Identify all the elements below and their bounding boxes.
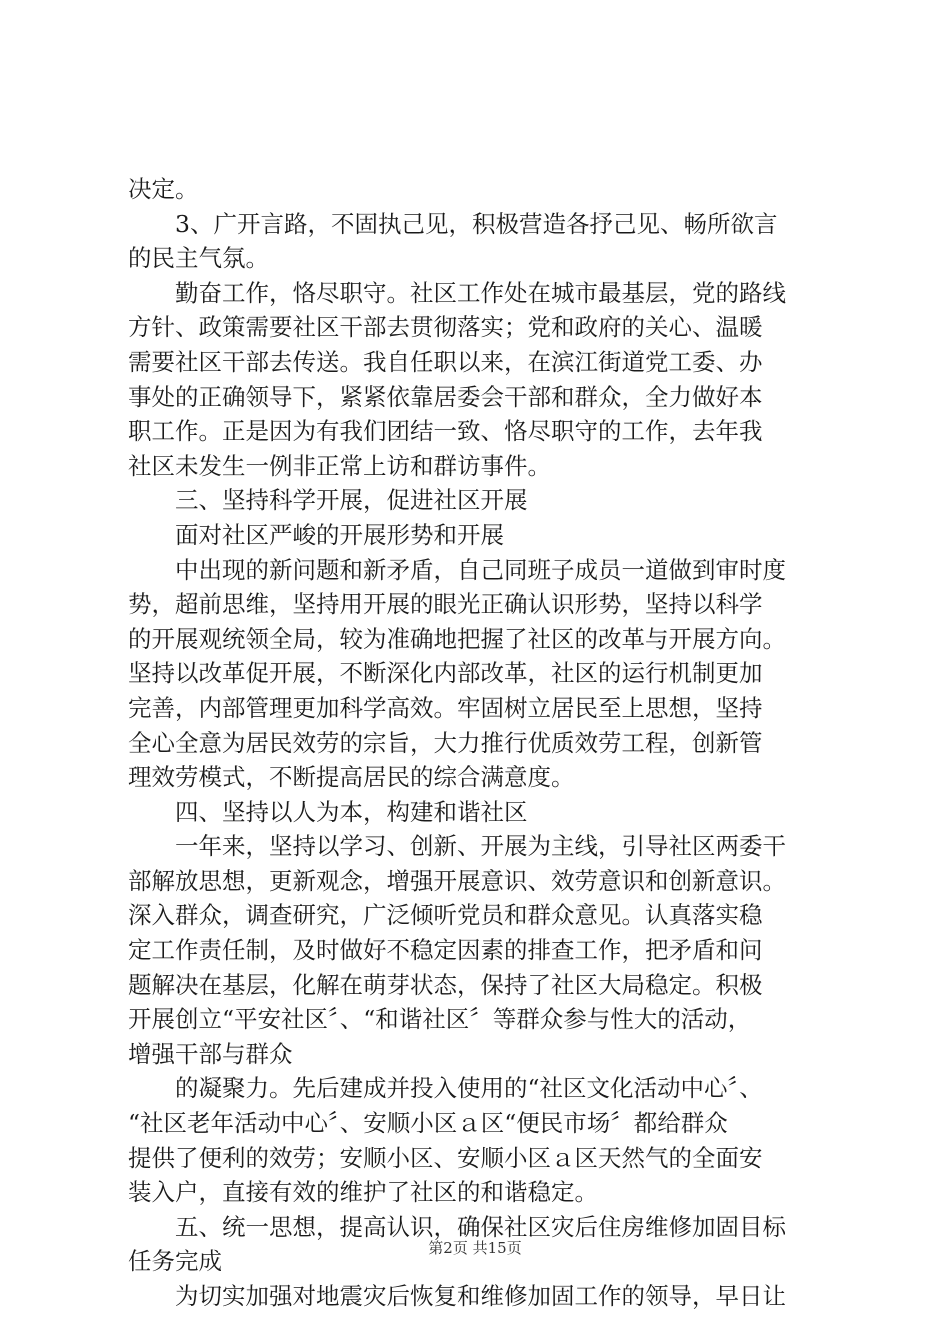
text-line: 的民主气氛。 xyxy=(128,244,269,273)
text-line: 提供了便利的效劳；安顺小区、安顺小区ａ区天然气的全面安 xyxy=(128,1143,763,1172)
text-line: 题解决在基层，化解在萌芽状态，保持了社区大局稳定。积极 xyxy=(128,970,763,999)
text-line: 职工作。正是因为有我们团结一致、恪尽职守的工作，去年我 xyxy=(128,417,763,446)
text-line: 勤奋工作，恪尽职守。社区工作处在城市最基层，党的路线 xyxy=(175,278,786,307)
text-line: 定工作责任制，及时做好不稳定因素的排查工作，把矛盾和问 xyxy=(128,936,763,965)
text-line: 为切实加强对地震灾后恢复和维修加固工作的领导，早日让 xyxy=(175,1282,786,1310)
text-line: 完善，内部管理更加科学高效。牢固树立居民至上思想，坚持 xyxy=(128,693,763,722)
text-line: 三、坚持科学开展，促进社区开展 xyxy=(175,486,528,515)
text-line: 装入户，直接有效的维护了社区的和谐稳定。 xyxy=(128,1178,598,1207)
text-line: 全心全意为居民效劳的宗旨，大力推行优质效劳工程，创新管 xyxy=(128,728,763,757)
text-line: 社区未发生一例非正常上访和群访事件。 xyxy=(128,451,551,480)
text-line: 需要社区干部去传送。我自任职以来，在滨江街道党工委、办 xyxy=(128,347,763,376)
text-line: 五、统一思想，提高认识，确保社区灾后住房维修加固目标 xyxy=(175,1212,786,1241)
text-line: 方针、政策需要社区干部去贯彻落实；党和政府的关心、温暖 xyxy=(128,313,763,342)
page-footer: 第2页 共15页 xyxy=(428,1239,522,1257)
text-line: 增强干部与群众 xyxy=(128,1039,293,1068)
text-line: 的开展观统领全局，较为准确地把握了社区的改革与开展方向。 xyxy=(128,624,786,653)
text-line: 面对社区严峻的开展形势和开展 xyxy=(175,520,504,549)
text-line: 四、坚持以人为本，构建和谐社区 xyxy=(175,797,528,826)
text-line: 理效劳模式，不断提高居民的综合满意度。 xyxy=(128,763,575,792)
text-line: 深入群众，调查研究，广泛倾听党员和群众意见。认真落实稳 xyxy=(128,901,763,930)
text-line: 3、广开言路，不固执己见，积极营造各抒己见、畅所欲言 xyxy=(175,209,778,238)
text-line: 部解放思想，更新观念，增强开展意识、效劳意识和创新意识。 xyxy=(128,866,786,895)
text-line: 决定。 xyxy=(128,175,199,203)
text-line: 中出现的新问题和新矛盾，自己同班子成员一道做到审时度 xyxy=(175,555,786,584)
text-line: 坚持以改革促开展，不断深化内部改革，社区的运行机制更加 xyxy=(128,659,763,688)
text-line: “社区老年活动中心〞、安顺小区ａ区“便民市场〞都给群众 xyxy=(128,1109,728,1138)
text-line: 事处的正确领导下，紧紧依靠居委会干部和群众，全力做好本 xyxy=(128,382,763,411)
text-line: 任务完成 xyxy=(128,1247,222,1276)
text-line: 势，超前思维，坚持用开展的眼光正确认识形势，坚持以科学 xyxy=(128,590,763,619)
text-line: 一年来，坚持以学习、创新、开展为主线，引导社区两委干 xyxy=(175,832,786,861)
text-line: 开展创立“平安社区〞、“和谐社区〞等群众参与性大的活动， xyxy=(128,1005,752,1034)
text-line: 的凝聚力。先后建成并投入使用的“社区文化活动中心〞、 xyxy=(175,1074,763,1103)
document-body xyxy=(128,172,828,1314)
